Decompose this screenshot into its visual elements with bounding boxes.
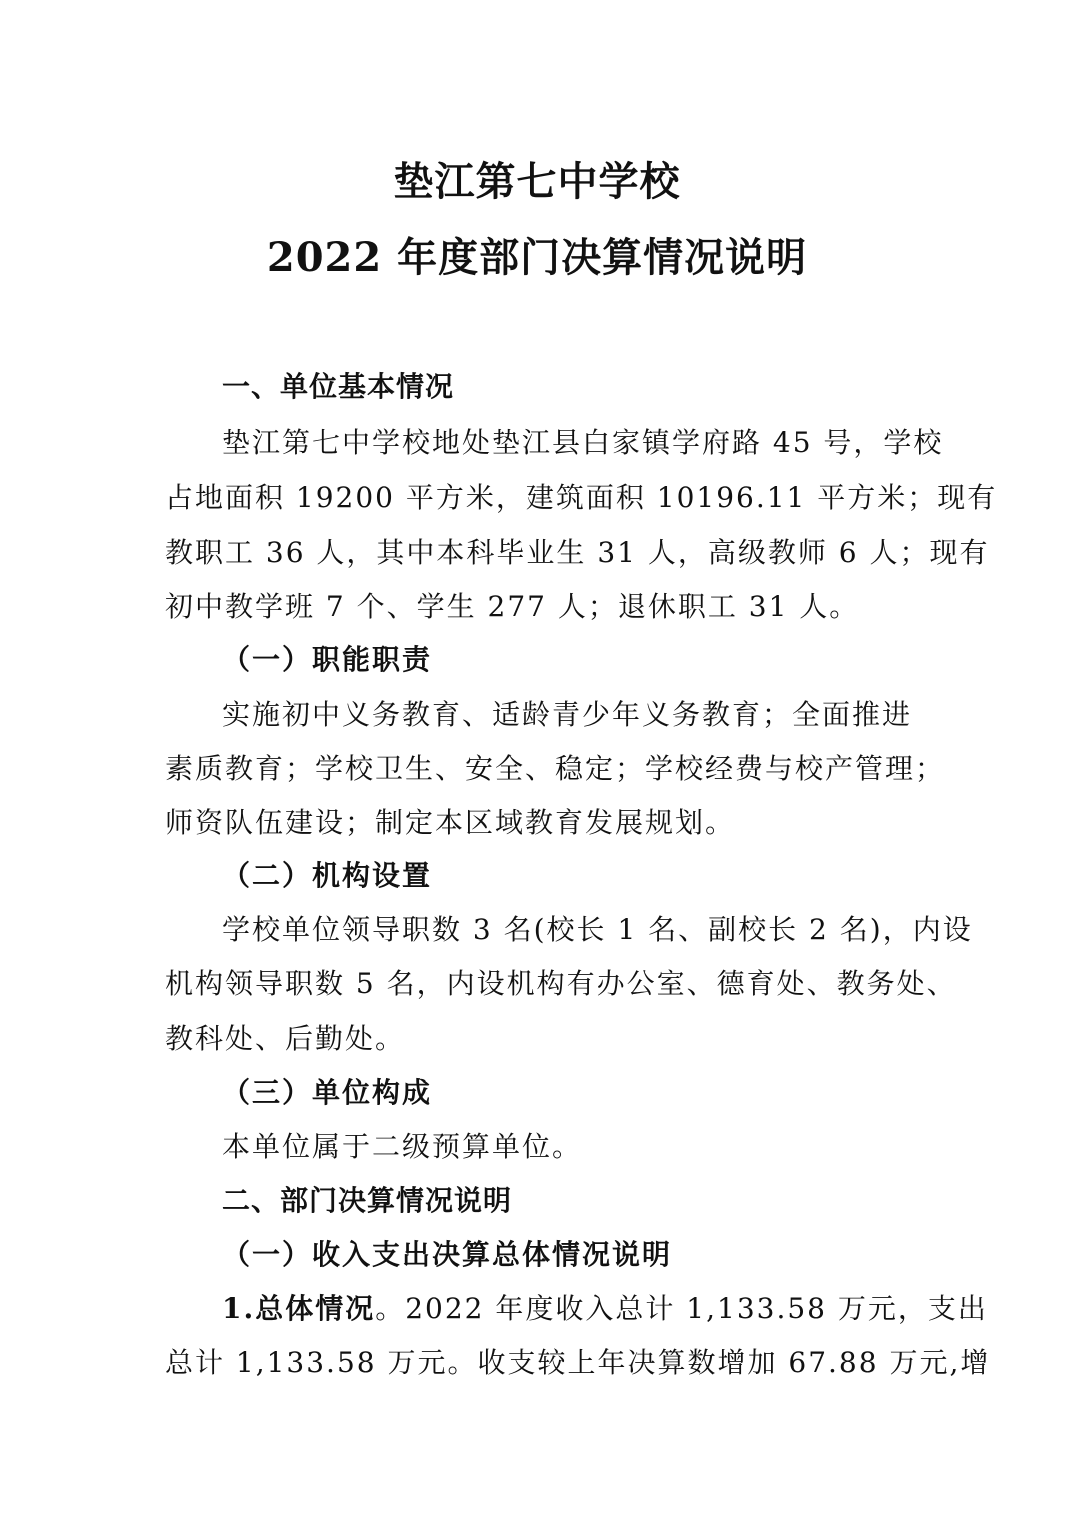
- document-title-line2: 2022 年度部门决算情况说明: [266, 234, 808, 281]
- item1-label: 1.总体情况: [222, 1292, 376, 1325]
- sub1-heading: （一）职能职责: [222, 643, 433, 676]
- sub1-para-line: 师资队伍建设；制定本区域教育发展规划。: [165, 806, 736, 839]
- sub2-para-line: 机构领导职数 5 名，内设机构有办公室、德育处、教务处、: [165, 967, 957, 1000]
- sub1-para-line: 素质教育；学校卫生、安全、稳定；学校经费与校产管理；: [165, 752, 946, 785]
- sub3-para-line: 本单位属于二级预算单位。: [222, 1130, 583, 1163]
- sub2-heading: （二）机构设置: [222, 859, 433, 892]
- sub2-para-line: 教科处、后勤处。: [165, 1022, 406, 1055]
- sub1-para-line: 实施初中义务教育、适龄青少年义务教育；全面推进: [222, 698, 913, 731]
- section2-sub1-heading: （一）收入支出决算总体情况说明: [222, 1238, 673, 1271]
- sub2-para-line: 学校单位领导职数 3 名(校长 1 名、副校长 2 名)，内设: [222, 913, 973, 946]
- section1-heading: 一、单位基本情况: [222, 370, 455, 403]
- section1-para-line: 初中教学班 7 个、学生 277 人；退休职工 31 人。: [165, 590, 860, 623]
- section1-para-line: 垫江第七中学校地处垫江县白家镇学府路 45 号，学校: [222, 426, 944, 459]
- section1-para-line: 教职工 36 人，其中本科毕业生 31 人，高级教师 6 人；现有: [165, 536, 990, 569]
- sub3-heading: （三）单位构成: [222, 1076, 433, 1109]
- item1-line: [222, 1292, 988, 1326]
- item1-line2: 总计 1,133.58 万元。收支较上年决算数增加 67.88 万元,增: [165, 1346, 991, 1379]
- section2-heading: 二、部门决算情况说明: [222, 1184, 513, 1217]
- item1-text: 。2022 年度收入总计 1,133.58 万元，支出: [375, 1292, 988, 1325]
- section1-para-line: 占地面积 19200 平方米，建筑面积 10196.11 平方米；现有: [165, 481, 998, 514]
- document-title-line1: 垫江第七中学校: [393, 158, 681, 205]
